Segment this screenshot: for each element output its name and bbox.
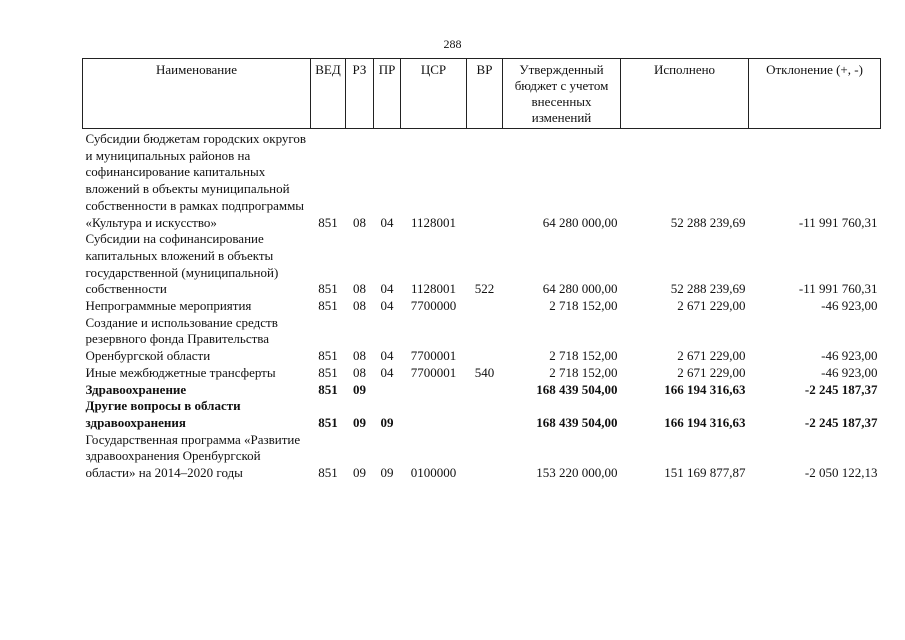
- table-row: [83, 315, 881, 365]
- row-executed: 52 288 239,69: [670, 214, 746, 230]
- budget-table: [82, 58, 881, 482]
- table-row: [83, 382, 881, 399]
- row-pr: [374, 382, 401, 399]
- row-executed: 151 169 877,87: [664, 465, 746, 481]
- row-executed: 166 194 316,63: [664, 414, 746, 430]
- row-ved: 851: [318, 465, 338, 481]
- table-row: [83, 298, 881, 315]
- row-name: Здравоохранение: [85, 381, 187, 397]
- row-csr: 7700000: [410, 298, 457, 314]
- row-ved: 851: [318, 214, 338, 230]
- row-csr: [401, 382, 467, 399]
- header-csr: ЦСР: [401, 59, 467, 129]
- table-row: [83, 129, 881, 232]
- header-rz: РЗ: [346, 59, 374, 129]
- row-csr: 1128001: [410, 281, 457, 297]
- table-header: [83, 59, 881, 129]
- row-vr: [467, 129, 503, 232]
- row-rz: 08: [353, 214, 366, 230]
- row-vr: [467, 398, 503, 431]
- row-ved: 851: [318, 381, 338, 397]
- header-executed: Исполнено: [621, 59, 749, 129]
- row-vr: [467, 432, 503, 482]
- row-deviation: -2 245 187,37: [804, 381, 878, 397]
- row-rz: 08: [353, 348, 366, 364]
- row-vr: [467, 382, 503, 399]
- row-rz: 08: [353, 298, 366, 314]
- row-pr: 09: [380, 465, 394, 481]
- row-rz: 09: [353, 381, 366, 397]
- row-rz: 08: [353, 364, 366, 380]
- page-number: 288: [443, 37, 462, 51]
- row-vr: 540: [474, 364, 495, 380]
- row-pr: 04: [380, 214, 394, 230]
- header-budget: Утвержденный бюджет с учетом внесенных изменений: [503, 59, 621, 129]
- row-executed: 166 194 316,63: [664, 381, 746, 397]
- table-row: [83, 231, 881, 298]
- row-csr: 7700001: [410, 364, 457, 380]
- row-name: Субсидии на софинансирование капитальных вложений в объекты государственной (муниципальной) собственности: [85, 231, 279, 297]
- row-rz: 09: [353, 414, 366, 430]
- row-deviation: -2 050 122,13: [804, 465, 878, 481]
- row-pr: 04: [380, 281, 394, 297]
- row-budget: 168 439 504,00: [536, 381, 618, 397]
- row-vr: [467, 315, 503, 365]
- row-deviation: -11 991 760,31: [798, 281, 878, 297]
- row-rz: 09: [353, 465, 366, 481]
- row-budget: 2 718 152,00: [549, 364, 618, 380]
- table-body: [83, 129, 881, 482]
- row-executed: 2 671 229,00: [677, 364, 746, 380]
- table-row: [83, 432, 881, 482]
- row-budget: 168 439 504,00: [536, 414, 618, 430]
- row-csr: 0100000: [410, 465, 457, 481]
- row-csr: 1128001: [410, 214, 457, 230]
- row-ved: 851: [318, 281, 338, 297]
- row-executed: 2 671 229,00: [677, 298, 746, 314]
- row-executed: 52 288 239,69: [670, 281, 746, 297]
- row-budget: 64 280 000,00: [542, 281, 618, 297]
- row-budget: 2 718 152,00: [549, 298, 618, 314]
- row-vr: 522: [474, 281, 495, 297]
- table-row: [83, 398, 881, 431]
- header-deviation: Отклонение (+, -): [749, 59, 881, 129]
- row-pr: 04: [380, 298, 394, 314]
- row-pr: 04: [380, 364, 394, 380]
- row-deviation: -46 923,00: [821, 364, 878, 380]
- row-pr: 04: [380, 348, 394, 364]
- row-ved: 851: [318, 348, 338, 364]
- header-vr: ВР: [467, 59, 503, 129]
- header-pr: ПР: [374, 59, 401, 129]
- row-rz: 08: [353, 281, 366, 297]
- row-name: Непрограммные мероприятия: [85, 298, 252, 314]
- row-deviation: -46 923,00: [821, 348, 878, 364]
- row-name: Субсидии бюджетам городских округов и муниципальных районов на софинансирование капитальных вложений в объекты муниципальной собственности в рамках подпрограммы «Культура и искусство»: [85, 131, 307, 230]
- row-name: Иные межбюджетные трансферты: [85, 364, 276, 380]
- row-budget: 64 280 000,00: [542, 214, 618, 230]
- row-executed: 2 671 229,00: [677, 348, 746, 364]
- row-budget: 2 718 152,00: [549, 348, 618, 364]
- row-budget: 153 220 000,00: [536, 465, 618, 481]
- row-name: Создание и использование средств резервного фонда Правительства Оренбургской области: [85, 314, 278, 364]
- row-ved: 851: [318, 414, 338, 430]
- row-pr: 09: [380, 414, 394, 430]
- table-row: [83, 365, 881, 382]
- row-deviation: -2 245 187,37: [804, 414, 878, 430]
- row-csr: 7700001: [410, 348, 457, 364]
- row-csr: [401, 398, 467, 431]
- row-vr: [467, 298, 503, 315]
- row-ved: 851: [318, 364, 338, 380]
- header-name: Наименование: [83, 59, 311, 129]
- row-deviation: -46 923,00: [821, 298, 878, 314]
- row-ved: 851: [318, 298, 338, 314]
- header-ved: ВЕД: [311, 59, 346, 129]
- row-name: Государственная программа «Развитие здравоохранения Оренбургской области» на 2014–2020 годы: [85, 431, 301, 481]
- row-name: Другие вопросы в области здравоохранения: [85, 398, 241, 430]
- row-deviation: -11 991 760,31: [798, 214, 878, 230]
